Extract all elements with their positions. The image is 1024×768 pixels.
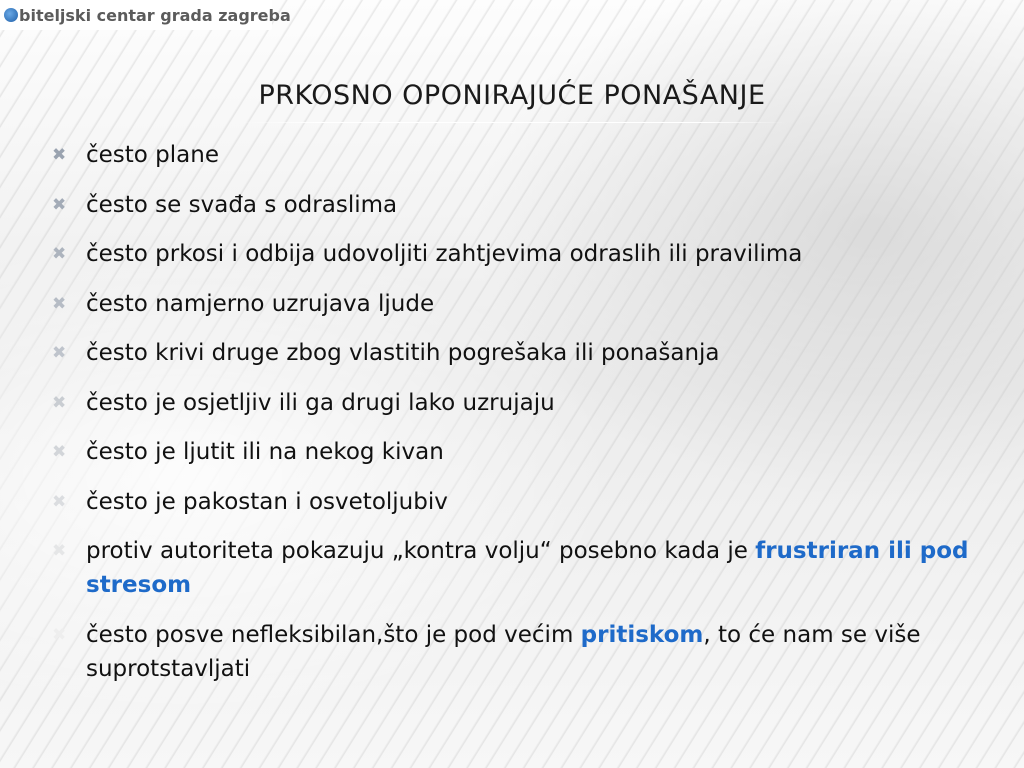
x-bullet-icon: ✖ bbox=[52, 343, 67, 363]
bullet-item bbox=[52, 534, 1012, 602]
bullet-item bbox=[52, 386, 1012, 420]
highlighted-phrase: pritiskom bbox=[580, 621, 704, 648]
x-bullet-icon: ✖ bbox=[52, 293, 67, 314]
bullet-text: često je pakostan i osvetoljubiv bbox=[86, 488, 448, 515]
bullet-text: često je ljutit ili na nekog kivan bbox=[86, 439, 444, 465]
bullet-text bbox=[86, 618, 1012, 686]
bullet-text: često se svađa s odraslima bbox=[86, 191, 398, 218]
bullet-item bbox=[52, 485, 1012, 519]
bullet-text: često je osjetljiv ili ga drugi lako uzrujaju bbox=[86, 389, 555, 416]
bullet-text: često prkosi i odbija udovoljiti zahtjevima odraslih ili pravilima bbox=[86, 241, 803, 267]
slide-title: PRKOSNO OPONIRAJUĆE PONAŠANJE bbox=[258, 80, 766, 111]
x-bullet-icon: ✖ bbox=[52, 244, 67, 264]
bullet-text-start: često posve nefleksibilan,što je pod većim bbox=[86, 621, 581, 648]
bullet-item bbox=[52, 237, 1012, 271]
x-bullet-icon: ✖ bbox=[52, 145, 67, 165]
bullet-text-end: , to će nam se više suprotstavljati bbox=[86, 621, 921, 682]
x-bullet-icon: ✖ bbox=[52, 442, 67, 462]
bullet-item bbox=[52, 618, 1012, 686]
bullet-text: često krivi druge zbog vlastitih pogrešaka ili ponašanja bbox=[86, 340, 720, 366]
logo-text: biteljski centar grada zagreba bbox=[19, 5, 291, 25]
bullet-item bbox=[52, 435, 1012, 469]
organization-logo bbox=[0, 0, 291, 30]
bullet-text: često namjerno uzrujava ljude bbox=[86, 290, 435, 317]
bullet-item bbox=[52, 188, 1012, 222]
bullet-text-start: protiv autoriteta pokazuju „kontra volju“ posebno kada je bbox=[86, 538, 756, 564]
x-bullet-icon: ✖ bbox=[52, 624, 67, 645]
bullet-list bbox=[52, 138, 1012, 701]
bullet-text bbox=[86, 534, 1012, 602]
x-bullet-icon: ✖ bbox=[52, 194, 67, 215]
bullet-item bbox=[52, 336, 1012, 370]
bullet-item bbox=[52, 287, 1012, 321]
bullet-item bbox=[52, 138, 1012, 172]
x-bullet-icon: ✖ bbox=[52, 541, 67, 561]
title-underline bbox=[236, 122, 788, 123]
x-bullet-icon: ✖ bbox=[52, 392, 67, 413]
highlighted-phrase: frustriran ili pod stresom bbox=[86, 538, 969, 598]
x-bullet-icon: ✖ bbox=[52, 491, 67, 512]
logo-circle-icon bbox=[4, 8, 18, 22]
bullet-text: često plane bbox=[86, 142, 219, 168]
